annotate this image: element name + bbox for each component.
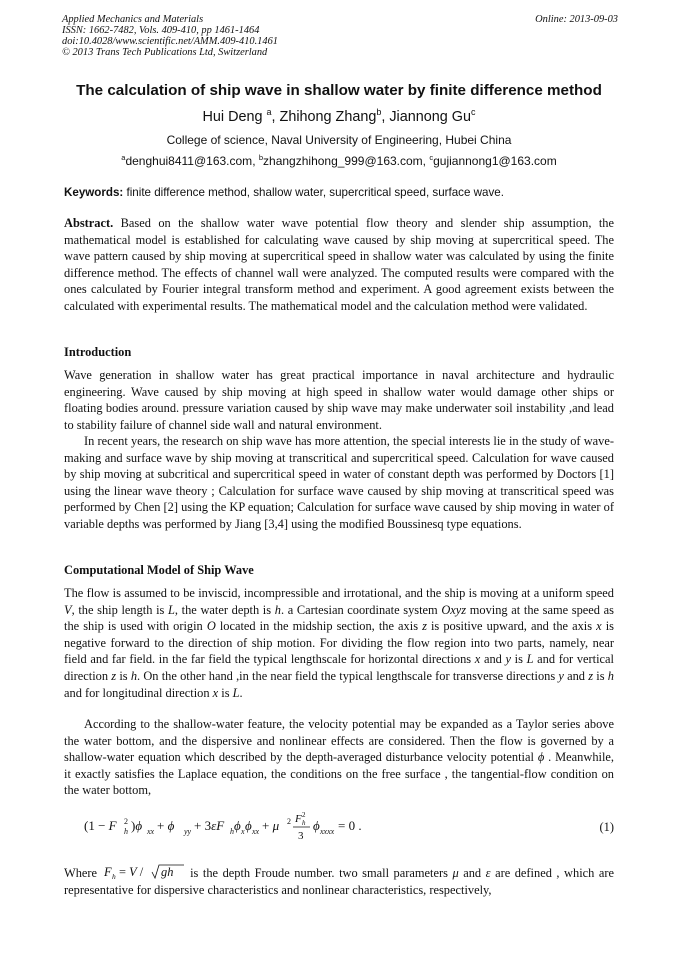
email-separator: ,: [252, 154, 259, 168]
math-var: y: [505, 652, 512, 667]
svg-text:ϕ: ϕ: [245, 818, 252, 833]
author-name: Zhihong Zhang: [279, 108, 377, 125]
text-run: . a Cartesian coordinate system: [280, 602, 442, 617]
text-run: are defined , which are representative for dispersive characteristics and nonlinear characteristics, respectively,: [64, 866, 615, 897]
math-var: h: [274, 602, 281, 617]
keywords-text: finite difference method, shallow water, supercritical speed, surface wave.: [123, 186, 504, 199]
email-mark: c: [429, 153, 434, 162]
author-separator: ,: [271, 108, 280, 125]
text-run: is: [593, 668, 608, 683]
email-separator: ,: [422, 154, 430, 168]
text-run: The flow is assumed to be inviscid, incompressible and irrotational, and the ship is moving at a uniform speed: [64, 586, 614, 600]
section-heading-model: Computational Model of Ship Wave: [64, 563, 254, 577]
math-var: x: [474, 652, 481, 667]
intro-paragraph-2: In recent years, the research on ship wave has more attention, the special interests lie in the study of wave-making and surface wave by ship moving at transcritical and supercritical speed. Calculation for wave caused by ship moving at subcritical and supercritical speed in water of constant depth was performed by Doctors [1] using the linear wave theory ; Calculation for surface wave caused by ship moving at transcritical speed was performed by Chen [2] using the KP equation; Calculation for surface wave caused by ship moving in water of variable depths was performed by Jiang [3,4] using the modified Boussinesq type equations.: [64, 434, 614, 531]
math-var: Oxyz: [441, 602, 467, 617]
doi-line: doi:10.4028/www.scientific.net/AMM.409-410.1461: [62, 36, 278, 47]
svg-text:gh: gh: [160, 865, 173, 879]
svg-text:+ 3εF: + 3εF: [194, 818, 225, 833]
model-paragraph-1: [64, 585, 614, 701]
svg-text:x: x: [241, 827, 245, 836]
text-run: is negative forward to the direction of ship motion. For dividing the flow region into two parts, namely, near field and far field. in the far field the typical lengthscale for horizontal directions: [64, 619, 614, 667]
email-address: gujiannong1@163.com: [433, 154, 557, 168]
email-list: [40, 153, 638, 168]
svg-text:xxxx: xxxx: [320, 827, 335, 836]
text-run: is: [511, 652, 527, 667]
math-var: z: [111, 668, 117, 683]
svg-text:xx: xx: [147, 827, 155, 836]
text-run: moving at the same speed as the ship is used with origin: [64, 602, 614, 634]
text-run: is: [218, 685, 233, 700]
svg-text:h: h: [302, 819, 306, 827]
svg-text:3: 3: [298, 830, 304, 842]
math-var: O: [206, 619, 216, 634]
svg-text:(1 − F: (1 − F: [84, 818, 117, 833]
model-paragraph-3: [64, 863, 614, 898]
svg-text:yy: yy: [184, 827, 192, 836]
text-run: , the water depth is: [174, 602, 275, 617]
section-heading-introduction: Introduction: [64, 345, 132, 359]
author-affil-mark: b: [376, 107, 382, 117]
svg-text:F: F: [103, 865, 112, 879]
email-mark: a: [121, 153, 126, 162]
math-var: z: [588, 668, 594, 683]
author-name: Hui Deng: [202, 108, 263, 125]
text-run: , the ship length is: [71, 602, 168, 617]
copyright-line: © 2013 Trans Tech Publications Ltd, Switzerland: [62, 47, 268, 58]
issn-line: ISSN: 1662-7482, Vols. 409-410, pp 1461-1464: [62, 25, 260, 36]
svg-text:= V /: = V /: [118, 865, 143, 879]
svg-text:+ μ: + μ: [262, 818, 280, 833]
model-paragraph-2: [64, 716, 614, 799]
svg-text:ϕ: ϕ: [313, 818, 320, 833]
text-run: is: [116, 668, 131, 683]
email-mark: b: [258, 153, 264, 162]
text-run: and for vertical direction: [64, 652, 614, 683]
math-var: V: [64, 602, 72, 617]
text-run: located in the midship section, the axis: [215, 619, 423, 634]
author-affil-mark: a: [266, 107, 272, 117]
keywords: [64, 186, 620, 199]
svg-text:h: h: [124, 827, 128, 836]
author-separator: ,: [381, 108, 390, 125]
email-address: denghui8411@163.com: [125, 154, 253, 168]
svg-text:= 0 .: = 0 .: [338, 818, 362, 833]
author-list: [40, 107, 638, 125]
math-var: y: [558, 668, 564, 683]
intro-paragraph-1: Wave generation in shallow water has great practical importance in naval architecture and hydraulic engineering. Wave caused by ship moving at high speed in shallow water would damage other ships or floating bodies around. pressure variation caused by ship wave may make underwater soil instability ,and lead to stability failure of channel side wall and natural environment.: [64, 368, 614, 432]
paper-title: The calculation of ship wave in shallow water by finite difference method: [76, 82, 602, 99]
svg-text:+ ϕ: + ϕ: [157, 818, 175, 833]
math-var: L: [168, 602, 175, 617]
author-affil-mark: c: [470, 107, 476, 117]
abstract: [64, 215, 614, 315]
abstract-text: Based on the shallow water wave potential flow theory and slender ship assumption, the mathematical model is established for calculating wave caused by ship moving at supercritical speed. The wave pattern caused by ship moving at supercritical speed in shallow water was calculated by using the finite difference method. The effects of channel wall were analyzed. The computed results were compared with the ones calculated by Fourier integral transform method and experiment. A good agreement exists between the calculated with experimental results. The mathematical model and the calculation method were validated.: [64, 216, 614, 313]
text-run: is the depth Froude number. two small parameters: [185, 866, 453, 880]
text-run: and: [480, 652, 506, 667]
text-run: . Meanwhile, it exactly satisfies the Laplace equation, the conditions on the free surface , the tangential-flow condition on the water bottom,: [64, 750, 614, 798]
text-run: Where: [64, 866, 102, 880]
math-var: z: [422, 619, 427, 634]
online-date: Online: 2013-09-03: [535, 14, 618, 25]
math-var: ϕ: [537, 750, 545, 765]
text-run: .: [239, 685, 243, 700]
math-var: h: [607, 668, 614, 683]
svg-text:F: F: [295, 813, 302, 825]
equation-1-formula: [84, 808, 384, 842]
math-var: x: [596, 619, 602, 634]
author-name: Jiannong Gu: [389, 108, 471, 125]
svg-text:h: h: [230, 827, 234, 836]
math-var: μ: [452, 866, 459, 880]
math-var: L: [232, 685, 240, 700]
affiliation: College of science, Naval University of Engineering, Hubei China: [166, 133, 512, 147]
equation-number: (1): [599, 820, 614, 834]
text-run: and: [563, 668, 589, 683]
svg-text:)ϕ: )ϕ: [131, 818, 143, 833]
keywords-label: Keywords:: [64, 186, 124, 199]
svg-text:2: 2: [124, 817, 128, 826]
email-address: zhangzhihong_999@163.com: [263, 154, 423, 168]
text-run: . On the other hand ,in the near field the typical lengthscale for transverse directions: [137, 668, 559, 683]
svg-text:2: 2: [287, 817, 291, 826]
equation-1: [84, 808, 614, 840]
svg-text:h: h: [111, 872, 116, 881]
text-run: and: [458, 866, 486, 880]
journal-header: [62, 14, 618, 58]
text-run: is positive upward, and the axis: [426, 619, 597, 634]
math-var: x: [212, 685, 219, 700]
froude-number-formula: [102, 863, 186, 881]
svg-text:ϕ: ϕ: [234, 818, 241, 833]
math-var: L: [526, 652, 534, 667]
math-var: h: [130, 668, 138, 683]
svg-text:2: 2: [302, 811, 306, 819]
svg-text:xx: xx: [252, 827, 260, 836]
text-run: According to the shallow-water feature, the velocity potential may be expanded as a Taylor series above the water bottom, and the dispersive and nonlinear effects are considered. Then the flow is governed by a shallow-water equation which described by the depth-averaged disturbance velocity potential: [64, 717, 614, 765]
text-run: and for longitudinal direction: [64, 685, 213, 700]
math-var: ε: [485, 866, 491, 880]
journal-name: Applied Mechanics and Materials: [62, 14, 204, 25]
abstract-label: Abstract.: [64, 216, 114, 230]
